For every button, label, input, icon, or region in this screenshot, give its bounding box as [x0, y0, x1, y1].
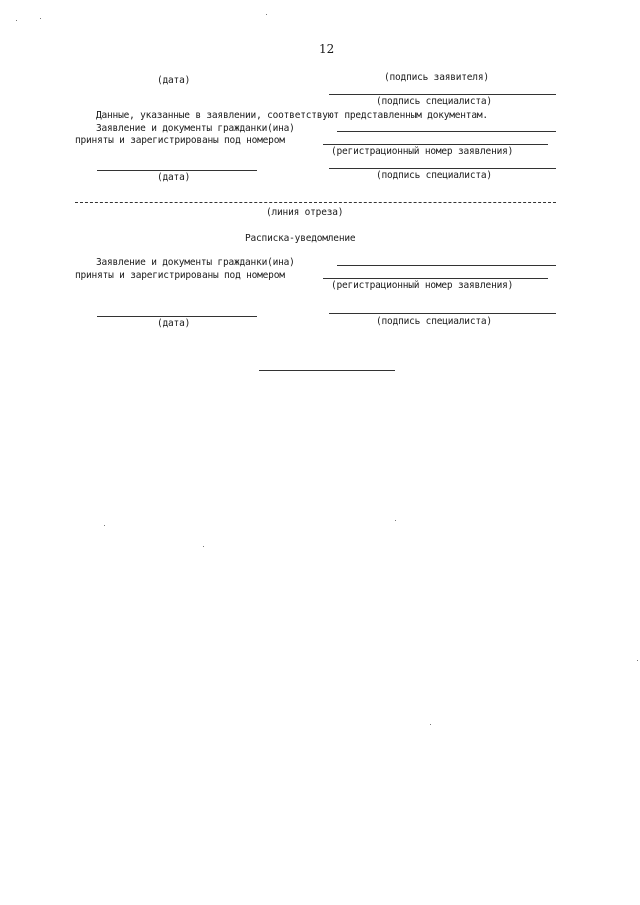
receipt-date-line: [97, 316, 257, 317]
date-label-2: (дата): [157, 172, 191, 183]
scan-speck: [395, 520, 396, 521]
cut-line-label: (линия отреза): [266, 207, 344, 218]
page-number: 12: [319, 42, 335, 56]
specialist-signature-line-2: [329, 168, 556, 169]
date-label: (дата): [157, 75, 191, 86]
applicant-signature-label: (подпись заявителя): [384, 72, 489, 83]
accepted-line-2: приняты и зарегистрированы под номером: [75, 135, 285, 146]
receipt-specialist-signature-line: [329, 313, 556, 314]
accepted-line-1: Заявление и документы гражданки(ина): [96, 123, 295, 134]
scan-speck: [16, 20, 17, 21]
cut-line: [75, 202, 556, 203]
registration-number-label: (регистрационный номер заявления): [331, 146, 514, 157]
specialist-signature-line: [329, 94, 556, 95]
receipt-date-label: (дата): [157, 318, 191, 329]
receipt-specialist-signature-label: (подпись специалиста): [376, 316, 492, 327]
scan-speck: [203, 546, 204, 547]
scan-speck: [266, 14, 267, 15]
scan-speck: [430, 724, 431, 725]
receipt-accepted-line-1: Заявление и документы гражданки(ина): [96, 257, 295, 268]
specialist-signature-label: (подпись специалиста): [376, 96, 492, 107]
receipt-accepted-line-2: приняты и зарегистрированы под номером: [75, 270, 285, 281]
receipt-registration-number-label: (регистрационный номер заявления): [331, 280, 514, 291]
end-rule: [259, 370, 395, 371]
receipt-citizen-name-line: [337, 265, 556, 266]
receipt-title: Расписка-уведомление: [245, 233, 356, 244]
receipt-registration-number-line: [323, 278, 548, 279]
registration-number-line: [323, 144, 548, 145]
scan-speck: [104, 525, 105, 526]
specialist-signature-label-2: (подпись специалиста): [376, 170, 492, 181]
date-line: [97, 170, 257, 171]
scan-speck: [637, 660, 638, 661]
verification-statement: Данные, указанные в заявлении, соответствуют представленным документам.: [96, 110, 488, 121]
citizen-name-line: [337, 131, 556, 132]
scan-speck: [40, 18, 41, 19]
